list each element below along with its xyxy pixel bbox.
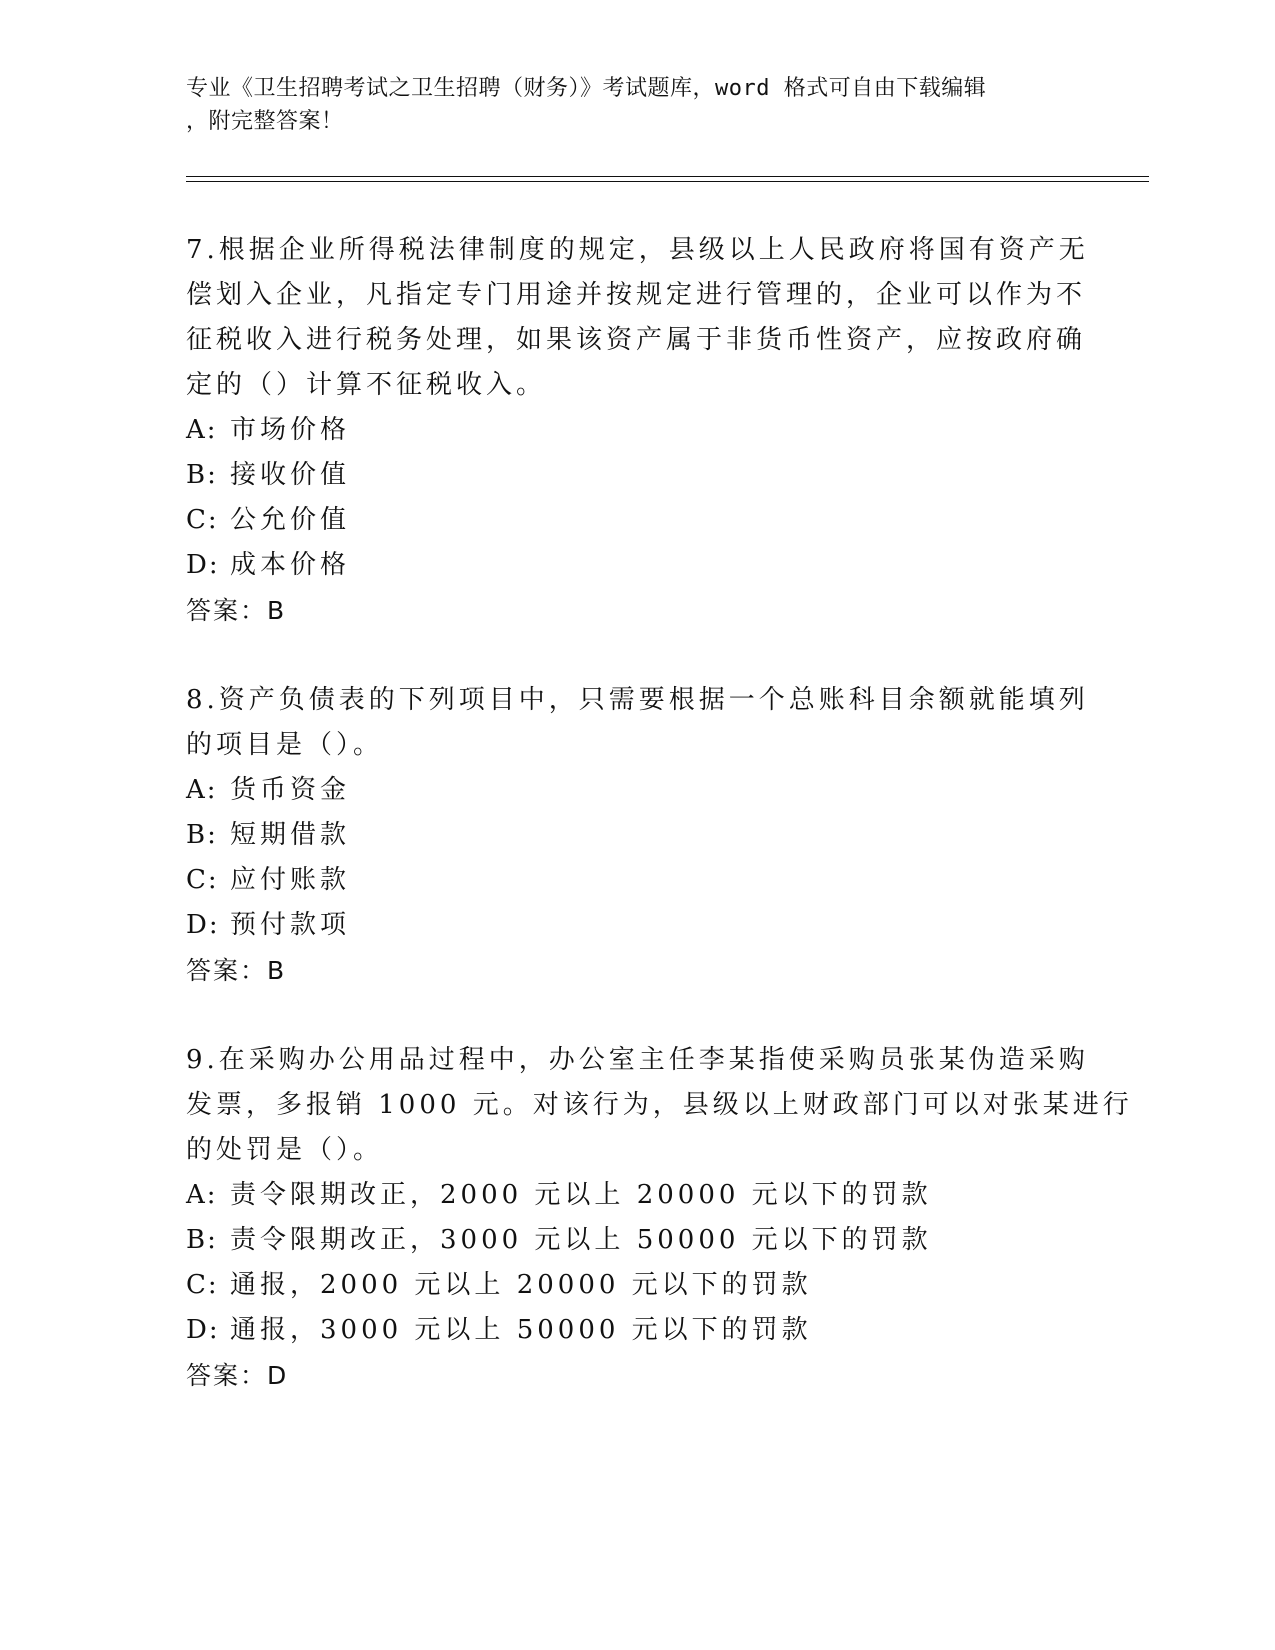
option-a [186,1173,1086,1218]
answer-line: 答案：B [186,956,287,985]
option-letter: A: [186,415,218,445]
answer-line: 答案：D [186,1361,289,1390]
answer-line: 答案：B [186,596,287,625]
option-text: 接收价值 [230,460,351,490]
option-a [186,768,1086,813]
option-letter: D: [186,550,220,580]
option-letter: B: [186,1225,218,1255]
option-text: 成本价格 [230,550,351,580]
option-letter: B: [186,460,218,490]
question-7 [186,228,1089,633]
option-text: 应付账款 [230,865,351,895]
question-stem-line: 定的（）计算不征税收入。 [186,370,547,400]
option-text: 货币资金 [230,775,351,805]
option-text: 通报，3000 元以上 50000 元以下的罚款 [230,1315,812,1345]
question-8 [186,678,1089,993]
option-b [186,1218,1086,1263]
option-a [186,408,1086,453]
option-letter: D: [186,910,220,940]
question-stem-line: 的项目是（）。 [186,730,384,760]
question-stem-line: 发票，多报销 1000 元。对该行为，县级以上财政部门可以对张某进行 [186,1090,1133,1120]
option-text: 预付款项 [230,910,351,940]
option-d [186,543,1086,588]
option-letter: D: [186,1315,220,1345]
option-b [186,813,1086,858]
option-letter: A: [186,1180,218,1210]
question-stem-line: 征税收入进行税务处理，如果该资产属于非货币性资产，应按政府确 [186,325,1087,355]
option-letter: C: [186,1270,219,1300]
question-stem-line: 8.资产负债表的下列项目中，只需要根据一个总账科目余额就能填列 [186,685,1089,715]
option-letter: A: [186,775,218,805]
question-stem [186,678,1089,768]
option-text: 责令限期改正，2000 元以上 20000 元以下的罚款 [230,1180,932,1210]
option-letter: C: [186,865,219,895]
option-text: 公允价值 [230,505,351,535]
document-header [186,72,1066,138]
option-letter: C: [186,505,219,535]
option-c [186,498,1086,543]
question-stem [186,1038,1133,1173]
header-divider-top [186,176,1149,177]
option-b [186,453,1086,498]
header-line-1: 专业《卫生招聘考试之卫生招聘（财务）》考试题库，word 格式可自由下载编辑 [186,76,987,101]
header-divider-bottom [186,181,1149,182]
question-9 [186,1038,1133,1398]
question-stem-line: 的处罚是（）。 [186,1135,384,1165]
option-d [186,903,1086,948]
option-text: 责令限期改正，3000 元以上 50000 元以下的罚款 [230,1225,932,1255]
question-stem-line: 偿划入企业，凡指定专门用途并按规定进行管理的，企业可以作为不 [186,280,1087,310]
question-stem-line: 7.根据企业所得税法律制度的规定，县级以上人民政府将国有资产无 [186,235,1089,265]
option-d [186,1308,1086,1353]
option-c [186,1263,1086,1308]
question-stem-line: 9.在采购办公用品过程中，办公室主任李某指使采购员张某伪造采购 [186,1045,1089,1075]
option-text: 短期借款 [230,820,351,850]
option-c [186,858,1086,903]
option-text: 通报，2000 元以上 20000 元以下的罚款 [230,1270,812,1300]
question-stem [186,228,1089,408]
header-line-2: ，附完整答案！ [186,109,344,134]
option-letter: B: [186,820,218,850]
option-text: 市场价格 [230,415,351,445]
